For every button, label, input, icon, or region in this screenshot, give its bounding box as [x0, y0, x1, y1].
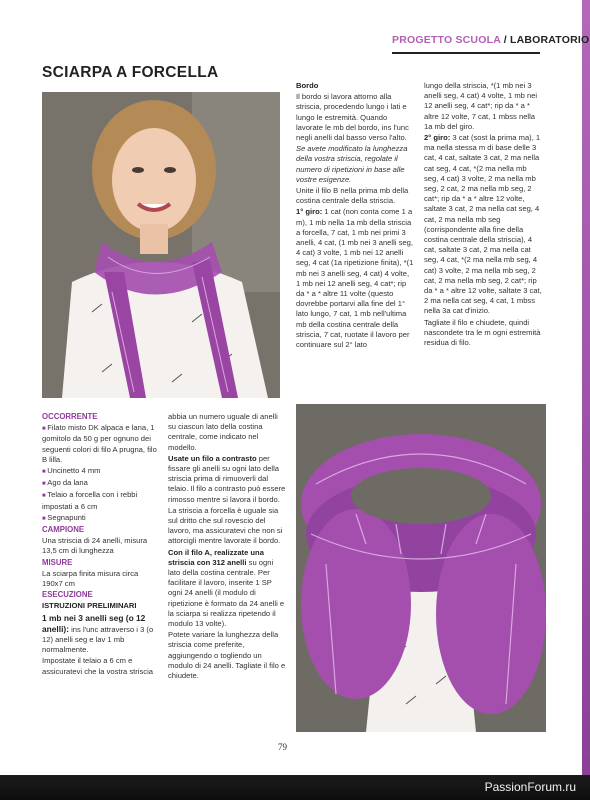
materials-item: ■ Segnapunti: [42, 513, 160, 524]
giro-2-label: 2° giro:: [424, 133, 451, 143]
paragraph-5: Potete variare la lunghezza della striscia come preferite, aggiungendo o togliendo un modulo di 24 anelli. Tagliate il filo e chiudete.: [168, 630, 286, 681]
istruzioni-bold: 1 mb nei 3 anelli seg (o 12 anelli):: [42, 612, 146, 634]
giro-1-text: 1 cat (non conta come 1 a m), 1 mb nella 1a mb della striscia a forcella, 7 cat, 1 mb nei primi 3 anelli, 4 cat, (1 mb nei 3 anelli seg, 4 cat) 3 volte, 1 mb nei 12 anelli seg, 4 cat (1a ripetizione finita), *(1 mb nei 3 anelli seg, 4 cat) 4 volte, 1 mb nei 12 anelli seg, 4 cat*; rip da * a * altre 11 volte (questo dovrebbe portarvi alla fine del 1° lato lungo, 7 cat, 1 mb nell'ultima mb della costina centrale della striscia, 7 cat, ruotate il lavoro per continuare sul 2° lato: [296, 207, 414, 350]
bordo-note: Se avete modificato la lunghezza della vostra striscia, regolate il numero di ripetizioni in base alle vostre esigenze.: [296, 144, 408, 184]
unite-text: Unite il filo B nella prima mb della costina centrale della striscia.: [296, 186, 409, 206]
misure-text: La sciarpa finita misura circa 190x7 cm: [42, 568, 139, 589]
giro-2-text: 3 cat (sost la prima ma), 1 ma nella stessa m di base delle 3 cat, 4 cat, saltate 3 cat, 2 ma nella cat seg, 4 cat, *(2 ma nella mb seg, 4 cat) 3 volte, 2 ma nella mb seg, 2 cat, 2 ma nella mb seg, 2 cat*; rip da * a * altre 12 volte, saltate 3 cat, 2 ma nella cat seg, 4 cat, 2 ma nella mb seg (corrispondente alla fine della costina centrale della striscia), 4 cat, saltate 3 cat, 2 ma nella cat seg, 4 cat, *(2 ma nella mb seg, 4 cat) 3 volte, 2 ma nella mb seg, 2 cat, 2 ma nella mb seg, 2 cat*; rip da * a * altre 12 volte, saltate 3 cat, 2 ma nella cat seg, 4 cat, 1 mbss nella 3a cat d'inizio.: [424, 133, 542, 316]
section-header: [392, 34, 589, 46]
paragraph-4: [168, 548, 286, 630]
continuation-text: lungo della striscia, *(1 mb nei 3 anelli seg, 4 cat) 4 volte, 1 mb nei 12 anelli seg, 4 cat*; rip da * a * altre 12 volte, 7 cat, 1 mbss nella 1a mb del giro.: [424, 81, 538, 131]
sidebar-stripe: [582, 0, 590, 800]
model-photo: [42, 92, 280, 398]
materials-item: ■ Filato misto DK alpaca e lana, 1 gomitolo da 50 g per ognuno dei seguenti colori di filo A prugna, filo B lilla.: [42, 423, 160, 465]
bordo-text: Il bordo si lavora attorno alla striscia, procedendo lungo i lati e lungo le estremità. Quando lavorate le mb del bordo, ins l'unc negli anelli dal basso verso l'alto.: [296, 92, 409, 143]
istruzioni-paragraph: [42, 613, 160, 656]
esecuzione-heading: ESECUZIONE: [42, 590, 93, 600]
paragraph-2-bold: Usate un filo a contrasto: [168, 453, 257, 463]
model-illustration: [42, 92, 280, 398]
campione-text: Una striscia di 24 anelli, misura 13,5 cm di lunghezza: [42, 536, 148, 556]
column-instructions: [168, 412, 286, 682]
category-name: / LABORATORIO: [503, 34, 590, 46]
istruzioni-heading: ISTRUZIONI PRELIMINARI: [42, 601, 137, 611]
paragraph-1: abbia un numero uguale di anelli su ciascun lato della costina centrale, come indicato nel modello.: [168, 412, 278, 452]
giro-2: [424, 133, 542, 317]
campione-heading: CAMPIONE: [42, 525, 85, 535]
giro-1: [296, 207, 414, 350]
istruzioni-text: ins l'unc attraverso i 3 (o 12) anelli seg e lav 1 mb normalmente.: [42, 624, 154, 655]
impostate-text: Impostate il telaio a 6 cm e assicuratevi che la vostra striscia: [42, 656, 153, 676]
materials-item: ■ Ago da lana: [42, 478, 160, 489]
giro-1-label: 1° giro:: [296, 207, 323, 217]
paragraph-4-bold: Con il filo A, realizzate una striscia con 312 anelli: [168, 547, 264, 567]
column-materials: [42, 412, 160, 678]
paragraph-3: La striscia a forcella è uguale sia sul dritto che sul rovescio del lavoro, ma assicuratevi che non si attorcigli mentre lavorate il bordo.: [168, 505, 283, 546]
column-border: [296, 81, 414, 351]
scarf-closeup-photo: [296, 404, 546, 732]
section-name: PROGETTO SCUOLA: [392, 34, 501, 46]
column-border-cont: [424, 81, 542, 349]
scarf-illustration: [296, 404, 546, 732]
bordo-heading: Bordo: [296, 81, 319, 90]
paragraph-2: [168, 454, 286, 505]
site-watermark: PassionForum.ru: [484, 780, 576, 794]
materials-item: ■ Uncinetto 4 mm: [42, 466, 160, 477]
page-title: SCIARPA A FORCELLA: [42, 64, 219, 81]
final-text: Tagliate il filo e chiudete, quindi nascondete tra le m ogni estremità residua di filo.: [424, 317, 541, 348]
occorrente-heading: OCCORRENTE: [42, 412, 98, 421]
header-rule: [392, 52, 540, 54]
page-number: 79: [278, 742, 287, 752]
paragraph-4-text: su ogni lato della costina centrale. Per facilitare il lavoro, inserite 1 SP ogni 24 anelli (il modulo di ripetizione è formato da 24 anelli e la sciarpa si realizza ripetendo il modulo 13 volte).: [168, 557, 285, 629]
paragraph-2-text: per fissare gli anelli su ogni lato della striscia prima di rimuoverli dal telaio. Il filo a contrasto può essere rimosso mentre si lavora il bordo.: [168, 453, 286, 504]
materials-item: ■ Telaio a forcella con i rebbi impostati a 6 cm: [42, 490, 160, 511]
misure-heading: MISURE: [42, 557, 73, 567]
